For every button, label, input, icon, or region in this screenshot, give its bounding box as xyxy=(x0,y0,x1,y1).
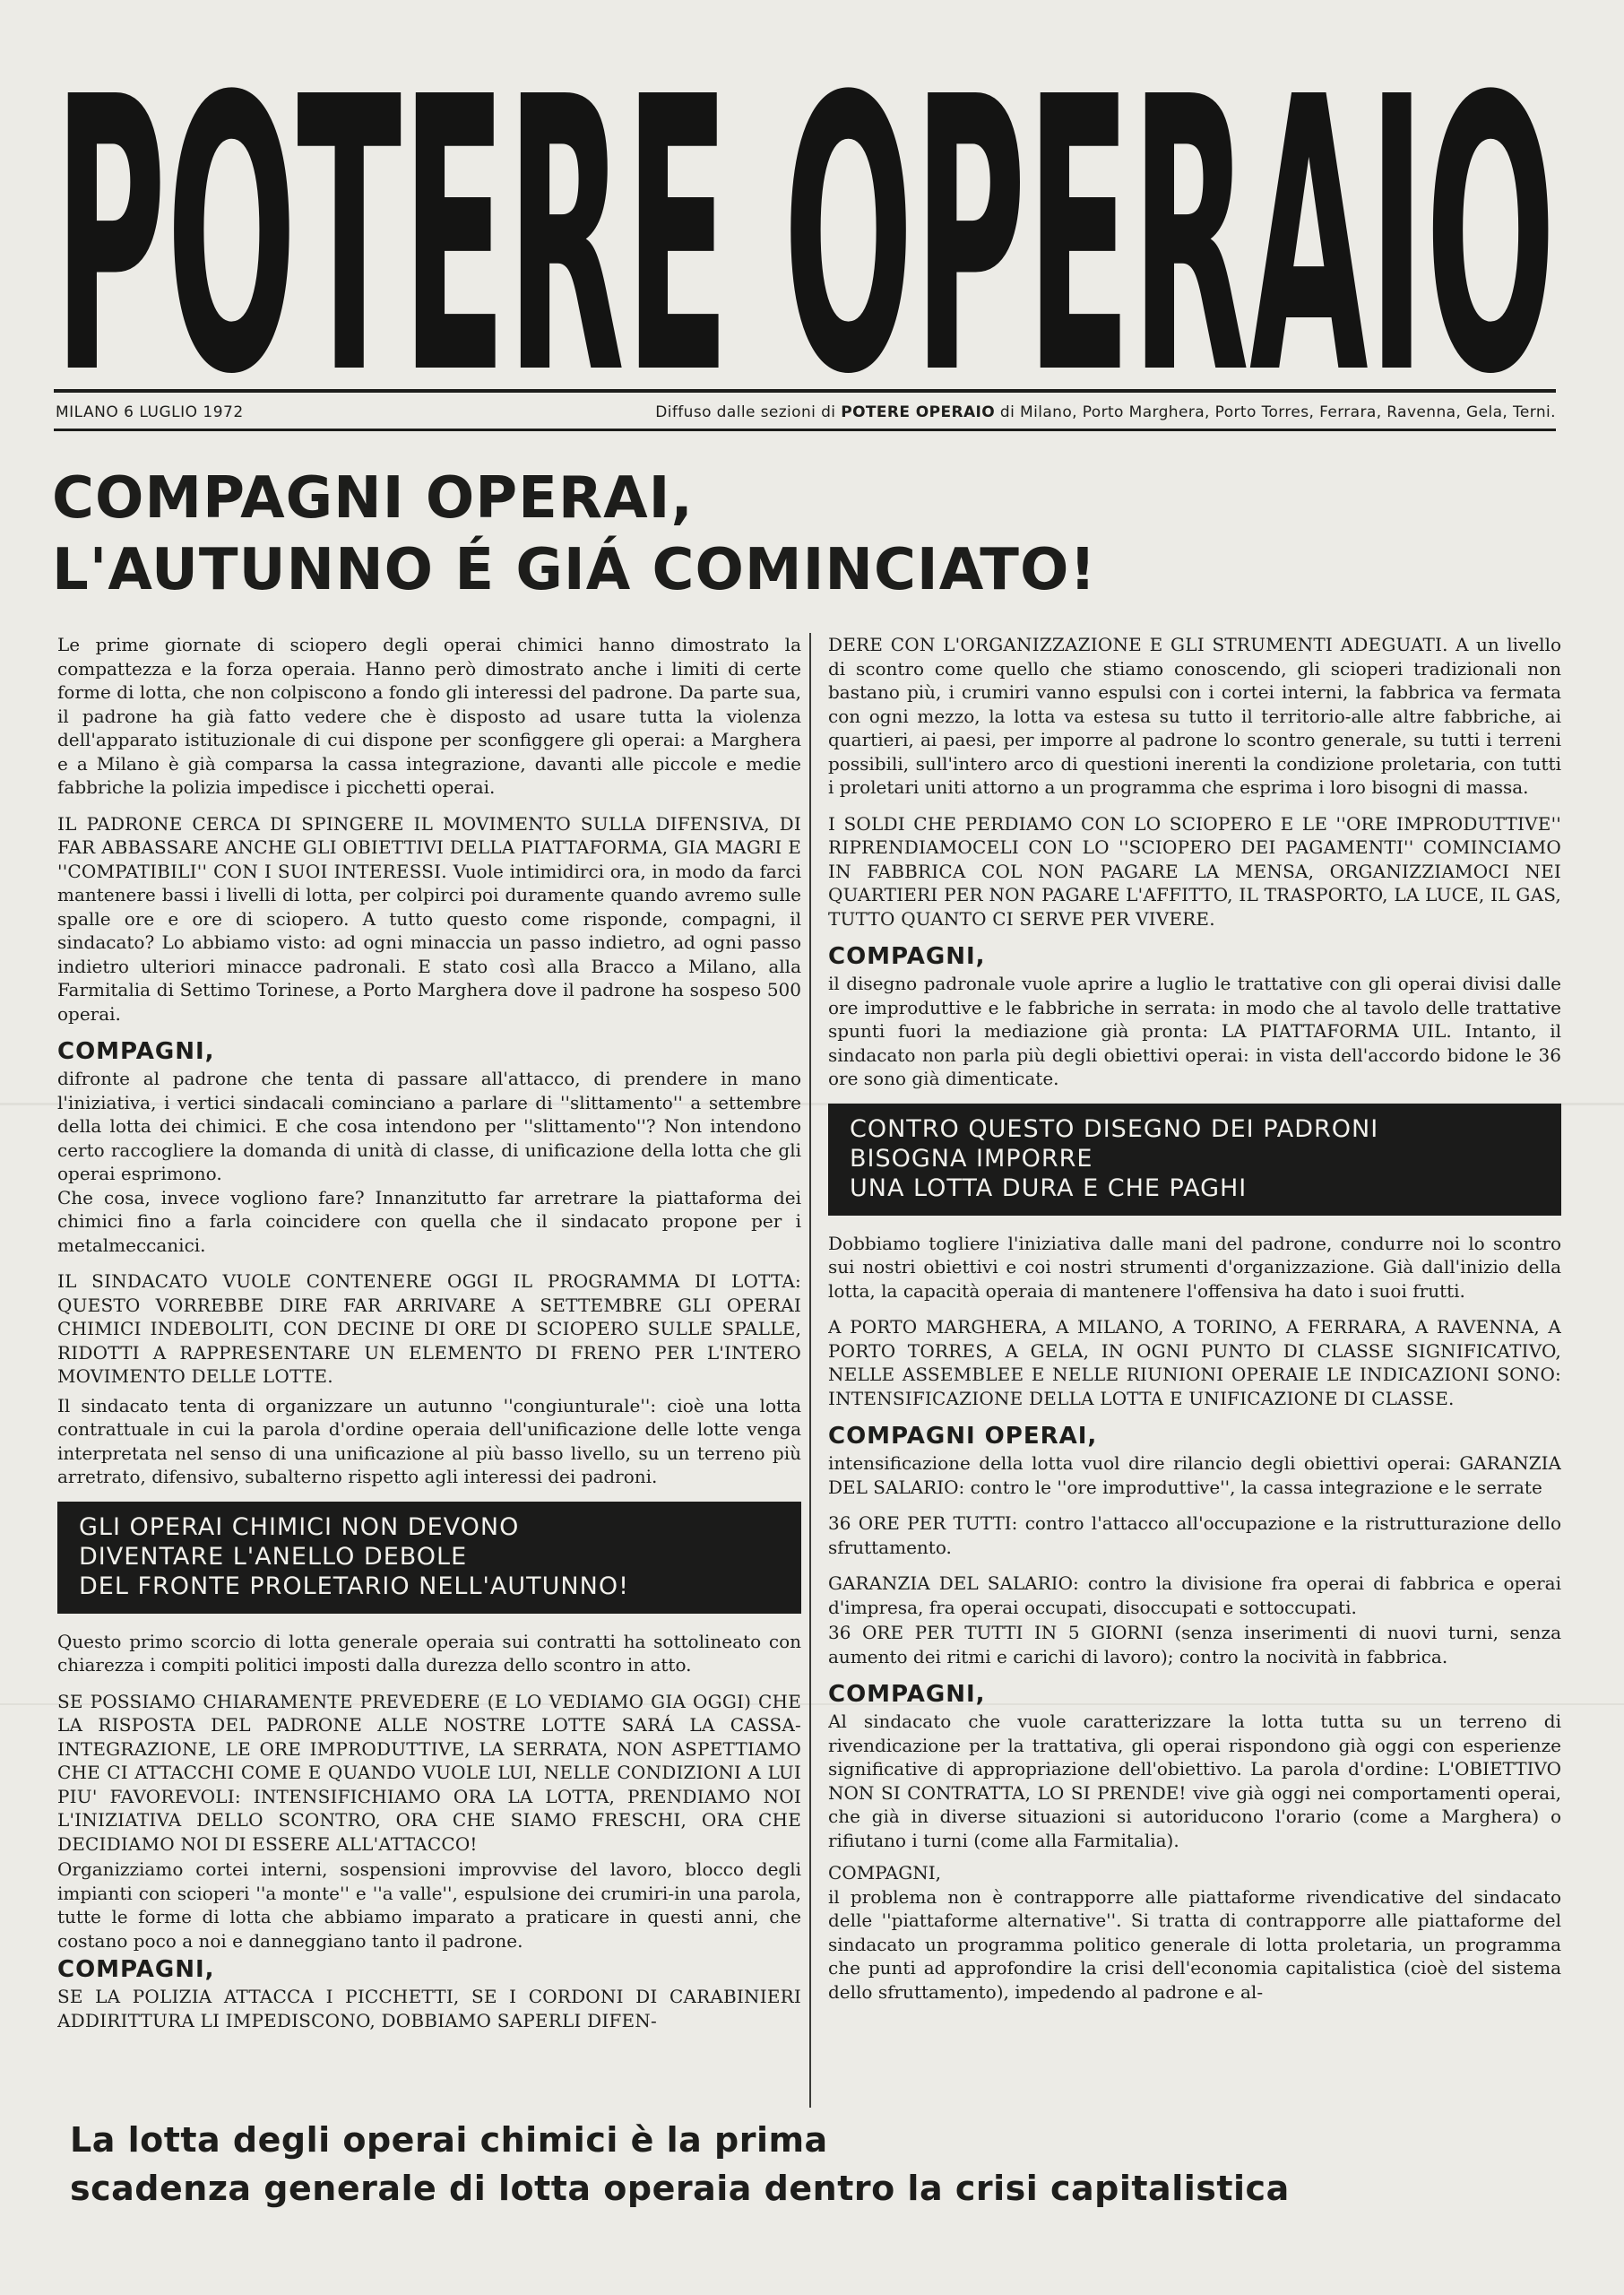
paragraph xyxy=(828,1451,1561,1499)
callout-box xyxy=(828,1104,1561,1216)
paragraph xyxy=(828,633,1561,800)
callout-line: BISOGNA IMPORRE xyxy=(850,1144,1093,1173)
callout-box xyxy=(57,1502,801,1614)
right-column xyxy=(828,633,1561,2085)
headline-line-2: L'AUTUNNO É GIÁ COMINCIATO! xyxy=(52,537,1097,603)
paragraph: il disegno padronale vuole aprire a luglio le trattative con gli operai divisi dalle ore improduttive e le fabbriche in serrata: in modo che al tavolo delle trattative spunti fuori la mediazione già pronta: LA PIATTAFORMA UIL. Intanto, il sindacato non parla più degli obiettivi operai: in vista dell'accordo bidone le 36 ore sono già dimenticate. xyxy=(828,973,1561,1089)
paragraph xyxy=(828,1621,1561,1668)
subheading: COMPAGNI, xyxy=(828,1681,986,1708)
emphasis: GARANZIA DEL SALARIO: xyxy=(828,1572,1079,1594)
emphasis: 36 ORE PER TUTTI IN 5 GIORNI xyxy=(828,1622,1163,1643)
caps-statement: SE POSSIAMO CHIARAMENTE PREVEDERE (E LO VEDIAMO GIA OGGI) CHE LA RISPOSTA DEL PADRONE ALLE NOSTRE LOTTE SARÁ LA CASSA-INTEGRAZIONE, LE ORE IMPRODUTTIVE, LA SERRATA, NON ASPETTIAMO CHE CI ATTACCHI COME E QUANDO VUOLE LUI, NELLE CONDIZIONI A LUI PIU' FAVOREVOLI: INTENSIFICHIAMO ORA LA LOTTA, PRENDIAMO NOI L'INIZIATIVA DELLO SCONTRO, ORA CHE SIAMO FRESCHI, ORA CHE DECIDIAMO NOI DI ESSERE ALL'ATTACCO! xyxy=(57,1690,801,1855)
footer-slogan xyxy=(70,2116,1594,2213)
paragraph-text: vive già oggi nei comportamenti operai, che già in diverse situazioni si autoriducono l'orario (come a Marghera) o rifiutano i turni (come alla Farmitalia). xyxy=(828,1781,1561,1851)
paragraph xyxy=(828,1511,1561,1559)
dateline: MILANO 6 LUGLIO 1972 xyxy=(56,403,244,421)
paragraph-text: intensificazione della lotta vuol dire rilancio degli obiettivi operai: xyxy=(828,1452,1451,1474)
column-divider xyxy=(809,633,811,2108)
masthead-rule-top xyxy=(54,389,1556,393)
distribution-cities: di Milano, Porto Marghera, Porto Torres, Ferrara, Ravenna, Gela, Terni. xyxy=(999,403,1556,421)
caps-statement: DERE CON L'ORGANIZZAZIONE E GLI STRUMENTI ADEGUATI. xyxy=(828,634,1448,655)
subheading: COMPAGNI, xyxy=(828,943,986,970)
masthead-title-graphic xyxy=(54,79,1559,384)
caps-statement: I SOLDI CHE PERDIAMO CON LO SCIOPERO E LE ''ORE IMPRODUTTIVE'' RIPRENDIAMOCELI CON LO ''SCIOPERO DEI PAGAMENTI'' COMINCIAMO IN FABBRICA COL NON PAGARE LA MENSA, ORGANIZZIAMOCI NEI QUARTIERI PER NON PAGARE L'AFFITTO, IL TRASPORTO, LA LUCE, IL GAS, TUTTO QUANTO CI SERVE PER VIVERE. xyxy=(828,812,1561,930)
callout-line: DEL FRONTE PROLETARIO NELL'AUTUNNO! xyxy=(79,1572,629,1600)
paragraph-text: Al sindacato che vuole caratterizzare la lotta tutta su un terreno di rivendicazione per la trattativa, gli operai rispondono già oggi con esperienze significative di appropriazione dell'obiettivo. La parola d'ordine: xyxy=(828,1710,1561,1780)
subheading: COMPAGNI, xyxy=(828,1862,941,1884)
footer-line-1: La lotta degli operai chimici è la prima xyxy=(70,2120,828,2160)
distribution-note xyxy=(655,403,1556,421)
subheading: COMPAGNI, xyxy=(57,1038,215,1065)
callout-line: DIVENTARE L'ANELLO DEBOLE xyxy=(79,1542,468,1571)
subheading: COMPAGNI, xyxy=(57,1956,215,1983)
paragraph: difronte al padrone che tenta di passare all'attacco, di prendere in mano l'iniziativa, i vertici sindacali cominciano a parlare di ''slittamento'' a settembre della lotta dei chimici. E che cosa intendono per ''slittamento''? Non intendono certo raccogliere la domanda di unità di classe, di unificazione della lotta che gli operai esprimono. xyxy=(57,1068,801,1184)
paragraph: Organizziamo cortei interni, sospensioni improvvise del lavoro, blocco degli impianti con scioperi ''a monte'' e ''a valle'', espulsione dei crumiri-in una parola, tutte le forme di lotta che abbiamo imparato a praticare in questi anni, che costano poco a noi e danneggiano tanto il padrone. xyxy=(57,1858,801,1952)
masthead-title: POTERE OPERAIO xyxy=(54,79,1556,384)
caps-statement: IL SINDACATO VUOLE CONTENERE OGGI IL PROGRAMMA DI LOTTA: QUESTO VORREBBE DIRE FAR ARRIVARE A SETTEMBRE GLI OPERAI CHIMICI INDEBOLITI, CON DECINE DI ORE DI SCIOPERO SULLE SPALLE, RIDOTTI A RAPPRESENTARE UN ELEMENTO DI FRENO PER L'INTERO MOVIMENTO DELLE LOTTE. xyxy=(57,1270,801,1387)
emphasis: 36 ORE PER TUTTI: xyxy=(828,1512,1018,1534)
distribution-org: POTERE OPERAIO xyxy=(841,403,996,421)
paragraph xyxy=(57,1269,801,1389)
callout-line: UNA LOTTA DURA E CHE PAGHI xyxy=(850,1173,1248,1202)
callout-line: GLI OPERAI CHIMICI NON DEVONO xyxy=(79,1512,520,1541)
paragraph: Questo primo scorcio di lotta generale operaia sui contratti ha sottolineato con chiarezza i compiti politici imposti dalla durezza dello scontro in atto. xyxy=(57,1630,801,1676)
callout-line: CONTRO QUESTO DISEGNO DEI PADRONI xyxy=(850,1114,1379,1143)
paragraph xyxy=(57,812,801,1026)
paragraph-text: contro la divisione fra operai di fabbrica e operai d'impresa, fra operai occupati, disoccupati e sottoccupati. xyxy=(828,1572,1561,1618)
paragraph-text: A un livello di scontro come quello che stiamo conoscendo, gli scioperi tradizionali non bastano più, i crumiri vanno espulsi con i cortei interni, la fabbrica va fermata con ogni mezzo, la lotta va estesa su tutto il territorio-alle altre fabbriche, ai quartieri, ai paesi, per imporre al padrone lo scontro generale, su tutti i terreni possibili, sull'intero arco di questioni inerenti la condizione proletaria, con tutti i proletari uniti attorno a un programma che esprima i loro bisogni di massa. xyxy=(828,634,1561,798)
paragraph: Dobbiamo togliere l'iniziativa dalle mani del padrone, condurre noi lo scontro sui nostri obiettivi e coi nostri strumenti d'organizzazione. Già dall'inizio della lotta, la capacità operaia di mantenere l'offensiva ha dato i suoi frutti. xyxy=(828,1232,1561,1302)
subheading: COMPAGNI OPERAI, xyxy=(828,1423,1098,1450)
paragraph: Le prime giornate di sciopero degli operai chimici hanno dimostrato la compattezza e la forza operaia. Hanno però dimostrato anche i limiti di certe forme di lotta, che non colpiscono a fondo gli interessi del padrone. Da parte sua, il padrone ha già fatto vedere che è disposto ad usare tutta la violenza dell'apparato istituzionale di cui dispone per sconfiggere gli operai: a Marghera e a Milano è già comparsa la cassa integrazione, davanti alle piccole e medie fabbriche la polizia impedisce i picchetti operai. xyxy=(57,634,801,798)
distribution-prefix: Diffuso dalle sezioni di xyxy=(655,403,836,421)
caps-statement: IL PADRONE CERCA DI SPINGERE IL MOVIMENTO SULLA DIFENSIVA, DI FAR ABBASSARE ANCHE GLI OBIETTIVI DELLA PIATTAFORMA, GIA MAGRI E ''COMPATIBILI'' CON I SUOI INTERESSI. xyxy=(57,812,801,882)
footer-line-2: scadenza generale di lotta operaia dentro la crisi capitalistica xyxy=(70,2169,1290,2208)
paragraph-text: contro l'attacco all'occupazione e la ristrutturazione dello sfruttamento. xyxy=(828,1512,1561,1558)
paragraph xyxy=(828,1572,1561,1619)
paragraph-text: (senza inserimenti di nuovi turni, senza aumento dei ritmi e carichi di lavoro); contro la nocività in fabbrica. xyxy=(828,1622,1561,1667)
headline-line-1: COMPAGNI OPERAI, xyxy=(52,465,694,532)
emphasis: L'OBIETTIVO NON SI CONTRATTA, LO SI PRENDE! xyxy=(828,1758,1561,1804)
paragraph-text: Vuole intimidirci ora, in modo da farci mantenere bassi i livelli di lotta, per colpirci poi duramente quando avremo sulle spalle ore e ore di sciopero. A tutto questo come risponde, compagni, il sindacato? Lo abbiamo visto: ad ogni minaccia un passo indietro, ad ogni passo indietro ulteriori minacce padronali. E stato così alla Bracco a Milano, alla Farmitalia di Settimo Torinese, a Porto Marghera dove il padrone ha sospeso 500 operai. xyxy=(57,860,801,1025)
caps-statement: SE LA POLIZIA ATTACCA I PICCHETTI, SE I CORDONI DI CARABINIERI ADDIRITTURA LI IMPEDISCONO, DOBBIAMO SAPERLI DIFEN- xyxy=(57,1986,801,2031)
paragraph: Il sindacato tenta di organizzare un autunno ''congiunturale'': cioè una lotta contrattuale in cui la parola d'ordine operaia dell'unificazione delle lotte venga interpretata nel senso di una unificazione al più basso livello, su un terreno più arretrato, difensivo, subalterno rispetto agli interessi dei padroni. xyxy=(57,1394,801,1487)
emphasis: GARANZIA DEL SALARIO: xyxy=(828,1452,1561,1498)
paragraph: Che cosa, invece vogliono fare? Innanzitutto far arretrare la piattaforma dei chimici fino a farla coincidere con quella che il sindacato propone per i metalmeccanici. xyxy=(57,1186,801,1256)
caps-statement: A PORTO MARGHERA, A MILANO, A TORINO, A FERRARA, A RAVENNA, A PORTO TORRES, A GELA, IN OGNI PUNTO DI CLASSE SIGNIFICATIVO, NELLE ASSEMBLEE E NELLE RIUNIONI OPERAIE LE INDICAZIONI SONO: INTENSIFICAZIONE DELLA LOTTA E UNIFICAZIONE DI CLASSE. xyxy=(828,1316,1561,1409)
paragraph-text: contro le ''ore improduttive'', la cassa integrazione e le serrate xyxy=(970,1476,1542,1498)
left-column xyxy=(57,633,801,2085)
paragraph: il problema non è contrapporre alle piattaforme rivendicative del sindacato delle ''piattaforme alternative''. Si tratta di contrapporre alle piattaforme del sindacato un programma politico generale di lotta proletaria, un programma che punti ad approfondire la crisi dell'economia capitalistica (cioè del sistema dello sfruttamento), impedendo al padrone e al- xyxy=(828,1885,1561,2003)
masthead xyxy=(54,79,1559,384)
headline xyxy=(52,463,1576,606)
paragraph xyxy=(828,1710,1561,1852)
masthead-rule-bottom xyxy=(54,429,1556,431)
